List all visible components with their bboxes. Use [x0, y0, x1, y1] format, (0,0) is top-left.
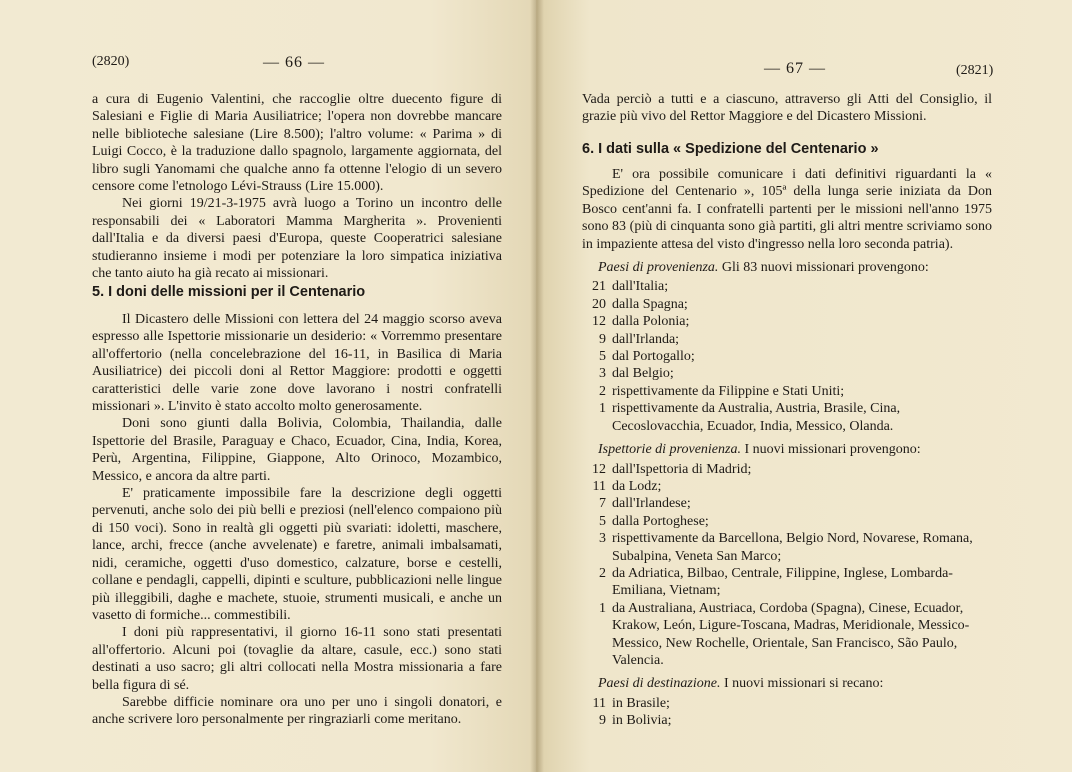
list-item	[582, 296, 992, 313]
paragraph: a cura di Eugenio Valentini, che raccoglie oltre duecento figure di Salesiani e Figlie di Maria Ausiliatrice; l'opera non dovrebbe mancare nelle biblioteche salesiane (Lire 8.500); l'altro volume: « Parima » di Luigi Cocco, è la traduzione dallo spagnolo, largamente aggiornata, del libro sugli Yanomami che qualche anno fa ottenne l'elogio di un severo censore come l'etnologo Lévi-Strauss (Lire 15.000).	[92, 92, 502, 195]
list-item-count: 2	[599, 383, 606, 399]
paragraph: Sarebbe difficie nominare ora uno per uno i singoli donatori, e anche scrivere loro personalmente per ringraziarli come meritano.	[92, 694, 502, 728]
list-item-count: 3	[599, 366, 606, 382]
list-item-count: 20	[592, 296, 606, 312]
page-number-right: — 67 —	[764, 60, 826, 77]
paragraph: E' praticamente impossibile fare la descrizione degli oggetti pervenuti, anche solo dei più belli e preziosi (nell'elenco compaiono più di 150 voci). Sono in realtà gli oggetti più svariati: idoletti, maschere, lance, archi, frecce (anche avvelenate) e faretre, animali imbalsamati, nidi, ceramiche, oggetti d'uso domestico, calzature, borse e cestelli, collane e pendagli, cappelli, dipinti e sculture, pubblicazioni nelle lingue più illeggibili, daghe e machete, stuoie, strumenti musicali, e anche un vasetto di formiche... commestibili.	[92, 486, 502, 623]
list-item	[582, 331, 992, 348]
paragraph: E' ora possibile comunicare i dati definitivi riguardanti la « Spedizione del Centenario », 105ª della lunga serie iniziata da Don Bosco cent'anni fa. I confratelli partenti per le missioni nell'anno 1975 sono 83 (più di cinquanta sono già partiti, gli altri mentre scriviamo sono in impaziente attesa del visto d'ingresso nella loro seconda patria).	[582, 167, 992, 252]
list-item-count: 11	[592, 695, 606, 711]
list-item-text: dall'Ispettoria di Madrid;	[612, 461, 752, 477]
list-item-text: rispettivamente da Australia, Austria, Brasile, Cina, Cecoslovacchia, Ecuador, India, Messico, Olanda.	[612, 401, 901, 434]
right-intro-text	[582, 91, 992, 126]
list-paesi-provenienza	[582, 278, 992, 435]
list-item-text: in Brasile;	[612, 695, 670, 711]
list-item	[582, 400, 992, 435]
list-item	[582, 478, 992, 495]
paragraph: I doni più rappresentativi, il giorno 16-11 sono stati presentati all'offertorio. Alcuni poi (tovaglie da altare, casule, ecc.) sono stati destinati a uso sacro; gli altri collocati nella Mostra missionaria a fare bella figura di sé.	[92, 625, 502, 693]
page-number-left: — 66 —	[263, 54, 325, 71]
list-ispettorie-provenienza	[582, 461, 992, 670]
list-item-text: rispettivamente da Filippine e Stati Uniti;	[612, 383, 845, 399]
list-item-text: dalla Spagna;	[612, 296, 688, 312]
list-item-count: 12	[592, 314, 606, 330]
list-item-count: 1	[599, 600, 606, 616]
list-item	[582, 348, 992, 365]
paragraph: Il Dicastero delle Missioni con lettera del 24 maggio scorso aveva espresso alle Ispettorie missionarie un desiderio: « Vorremmo presentare all'offertorio (nella concelebrazione del 16-11, in Basilica di Maria Ausiliatrice) dei piccoli doni al Rettor Maggiore: prodotti e oggetti caratteristici delle varie zone dove lavorano i nostri confratelli missionari ». L'invito è stato accolto molto generosamente.	[92, 312, 502, 415]
paragraph: Vada perciò a tutti e a ciascuno, attraverso gli Atti del Consiglio, il grazie più vivo del Rettor Maggiore e del Dicastero Missioni.	[582, 92, 992, 125]
list-item-text: da Lodz;	[612, 478, 662, 494]
list-item-text: dalla Portoghese;	[612, 513, 709, 529]
right-page	[536, 0, 1072, 772]
subheading-paesi-destinazione: Paesi di destinazione. I nuovi missionari si recano:	[598, 676, 884, 692]
list-item	[582, 530, 992, 565]
list-item-count: 2	[599, 565, 606, 581]
list-item-count: 5	[599, 349, 606, 365]
list-item-text: dalla Polonia;	[612, 314, 690, 330]
list-item-text: dall'Irlanda;	[612, 331, 680, 347]
list-item	[582, 278, 992, 295]
section-heading-5: 5. I doni delle missioni per il Centenario	[92, 284, 366, 300]
list-item	[582, 695, 992, 712]
list-item-count: 11	[592, 478, 606, 494]
list-item-count: 7	[599, 496, 606, 512]
list-item-count: 1	[599, 401, 606, 417]
list-item	[582, 495, 992, 512]
subheading-ispettorie-provenienza: Ispettorie di provenienza. I nuovi missionari provengono:	[598, 442, 921, 458]
list-item-count: 12	[592, 461, 606, 477]
list-item-text: dal Belgio;	[612, 366, 674, 382]
list-item-text: dall'Irlandese;	[612, 496, 691, 512]
paragraph: Nei giorni 19/21-3-1975 avrà luogo a Torino un incontro delle responsabili dei « Laboratori Mamma Margherita ». Provenienti dall'Italia e da diversi paesi d'Europa, queste Cooperatrici salesiane studieranno insieme i modi per potenziare la loro simpatica iniziativa che tanto aiuto ha già recato ai missionari.	[92, 196, 502, 282]
page-code-left: (2820)	[92, 54, 130, 69]
list-item	[582, 313, 992, 330]
list-item	[582, 513, 992, 530]
list-item-text: in Bolivia;	[612, 713, 672, 729]
subheading-paesi-provenienza: Paesi di provenienza. Gli 83 nuovi missionari provengono:	[598, 260, 929, 276]
list-item	[582, 383, 992, 400]
book-gutter	[530, 0, 544, 772]
list-item-count: 9	[599, 331, 606, 347]
list-item	[582, 712, 992, 729]
list-item-count: 5	[599, 513, 606, 529]
right-body-text	[582, 166, 992, 736]
list-item	[582, 600, 992, 670]
list-item-count: 3	[599, 531, 606, 547]
section-heading-6: 6. I dati sulla « Spedizione del Centenario »	[582, 141, 879, 157]
list-item-count: 21	[592, 279, 606, 295]
list-item	[582, 461, 992, 478]
list-item-text: dall'Italia;	[612, 279, 669, 295]
list-item-text: rispettivamente da Barcellona, Belgio Nord, Novarese, Romana, Subalpina, Veneta San Marco;	[612, 531, 973, 564]
list-item	[582, 565, 992, 600]
list-item-text: dal Portogallo;	[612, 349, 695, 365]
paragraph: Doni sono giunti dalla Bolivia, Colombia, Thailandia, dalle Ispettorie del Brasile, Paraguay e Chaco, Ecuador, Cina, India, Korea, Perù, Argentina, Filippine, Giappone, Alto Orinoco, Mozambico, Messico, e ancora da altre parti.	[92, 416, 502, 484]
left-body-text	[92, 311, 502, 729]
list-paesi-destinazione	[582, 695, 992, 730]
list-item-text: da Adriatica, Bilbao, Centrale, Filippine, Inglese, Lombarda-Emiliana, Vietnam;	[612, 565, 953, 599]
list-item-count: 9	[599, 713, 606, 729]
list-item	[582, 365, 992, 382]
page-code-right: (2821)	[956, 63, 994, 78]
list-item-text: da Australiana, Austriaca, Cordoba (Spagna), Cinese, Ecuador, Krakow, León, Ligure-Toscana, Madras, Meridionale, Messico-Messico, New Rochelle, Orientale, San Francisco, São Paulo, Valencia.	[612, 600, 970, 668]
left-intro-text	[92, 91, 502, 282]
